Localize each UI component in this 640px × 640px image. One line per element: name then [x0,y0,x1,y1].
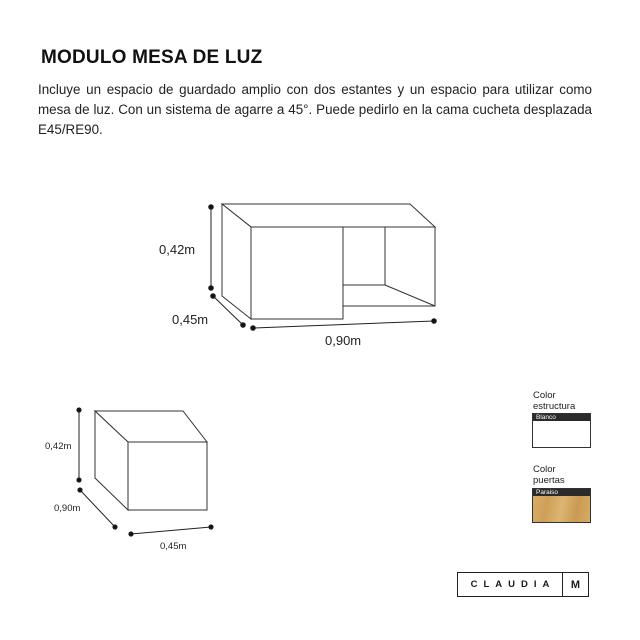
module-top-face [222,204,435,227]
brand-name: CLAUDIA [470,579,556,590]
side-width-label: 0,45m [160,541,187,552]
structure-color-label: Color estructura [533,390,576,412]
dim-dot [113,525,117,529]
doors-color-swatch [532,488,591,523]
front-width-label: 0,90m [325,333,362,348]
dim-dot [77,408,81,412]
side-height-label: 0,42m [45,441,72,452]
product-description: Incluye un espacio de guardado amplio con dos estantes y un espacio para utilizar como mesa de luz. Con un sistema de agarre a 45°. Puede pedirlo en la cama cucheta desplazada E45/RE90. [38,82,592,137]
page-title: MODULO MESA DE LUZ [41,47,263,68]
brand-logo [457,572,589,597]
structure-color-swatch [532,413,591,448]
dim-dot [432,319,437,324]
module-side-view [95,411,207,510]
dim-dot [209,286,214,291]
dim-dot [209,525,213,529]
side-front-face [128,442,207,510]
structure-color-fill [533,421,590,447]
module-open-shelf [343,227,435,306]
dim-dot [211,294,216,299]
dim-dot [77,478,81,482]
dim-dot [209,205,214,210]
doors-color-fill [533,496,590,522]
dim-dot [129,532,133,536]
module-front-view [222,204,435,319]
structure-color-name: Blanco [533,414,590,421]
dim-dot [251,326,256,331]
doors-color-label: Color puertas [533,464,565,486]
side-depth-label: 0,90m [54,503,81,514]
dim-dot [78,488,82,492]
dim-dot [241,323,246,328]
module-door-panel [251,227,343,319]
doors-color-name: Paraiso [533,489,590,496]
brand-mark: M [562,573,588,596]
front-depth-label: 0,45m [172,312,209,327]
front-height-label: 0,42m [159,242,196,257]
